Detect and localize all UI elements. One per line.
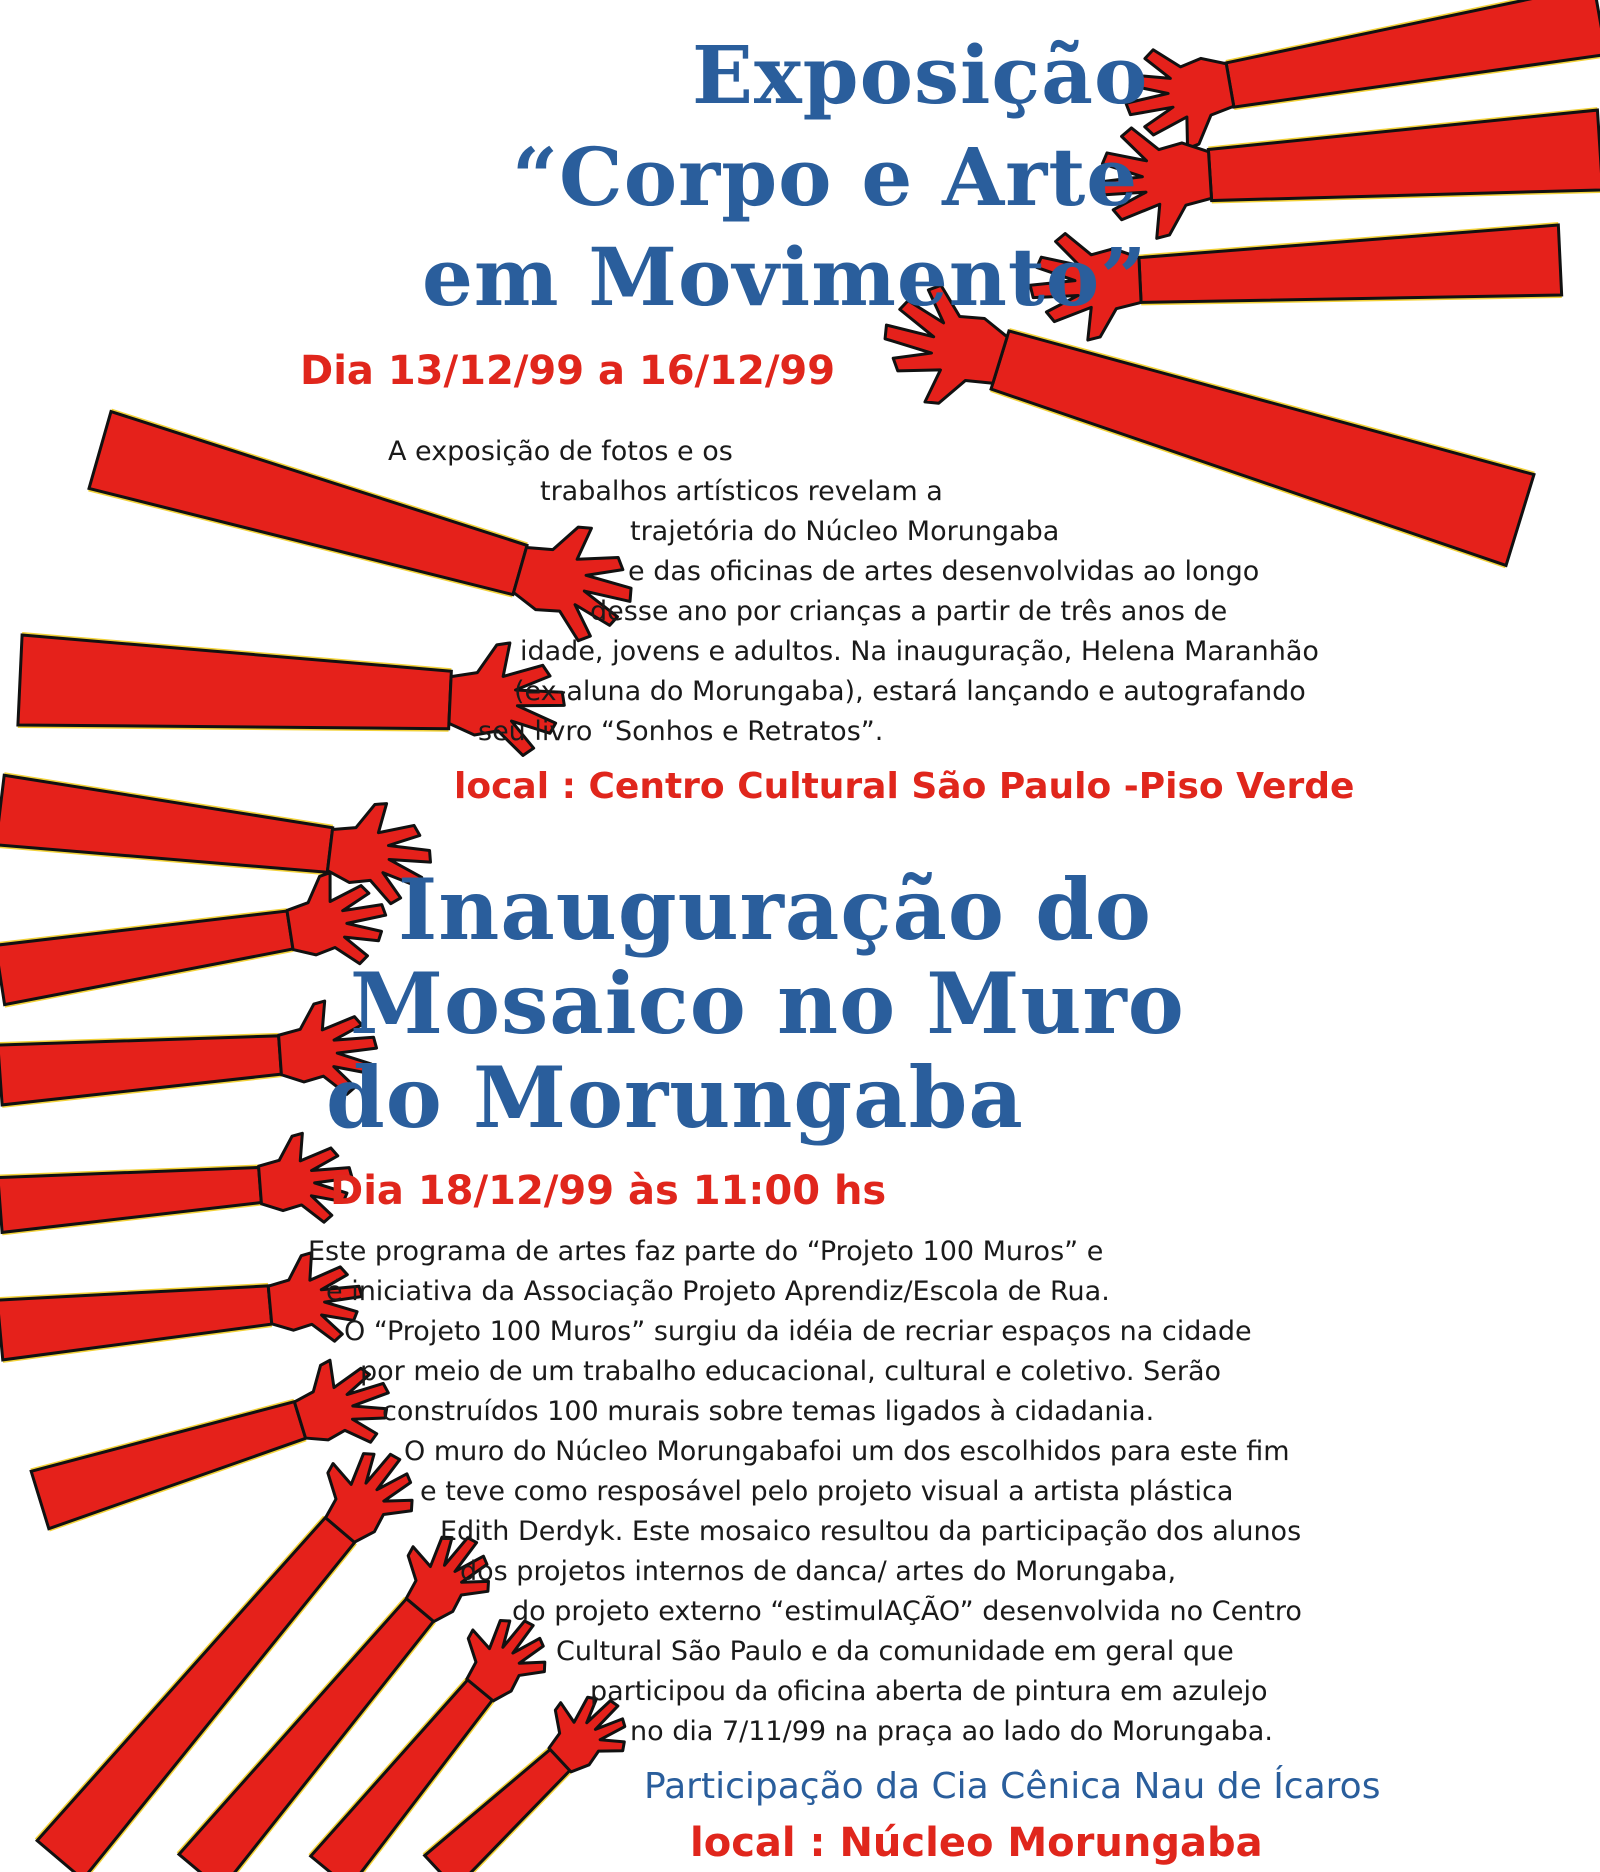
mosaico-body-line-9: dos projetos internos de danca/ artes do Morungaba, xyxy=(460,1556,1177,1587)
exposicao-body-line-4: e das oficinas de artes desenvolvidas ao longo xyxy=(628,556,1260,587)
exposicao-title-line-1: Exposição xyxy=(692,28,1149,122)
mosaico-body-line-10: do projeto externo “estimulAÇÃO” desenvolvida no Centro xyxy=(512,1596,1302,1627)
exposicao-date: Dia 13/12/99 a 16/12/99 xyxy=(300,348,836,394)
exposicao-body-line-6: idade, jovens e adultos. Na inauguração, Helena Maranhão xyxy=(520,636,1319,667)
exposicao-body-line-7: (ex-aluna do Morungaba), estará lançando e autografando xyxy=(514,676,1306,707)
exposicao-body-line-2: trabalhos artísticos revelam a xyxy=(540,476,943,507)
exposicao-description xyxy=(0,432,1319,752)
exposicao-local: local : Centro Cultural São Paulo -Piso Verde xyxy=(454,766,1355,807)
mosaico-body-line-2: é iniciativa da Associação Projeto Aprendiz/Escola de Rua. xyxy=(326,1276,1110,1307)
arm-left-3 xyxy=(0,757,437,907)
mosaico-body-line-12: participou da oficina aberta de pintura em azulejo xyxy=(590,1676,1268,1707)
mosaico-body-line-8: Edith Derdyk. Este mosaico resultou da participação dos alunos xyxy=(440,1516,1302,1547)
mosaico-body-line-4: por meio de um trabalho educacional, cultural e coletivo. Serão xyxy=(360,1356,1222,1387)
mosaico-description xyxy=(0,1232,1302,1752)
mosaico-body-line-6: O muro do Núcleo Morungabafoi um dos escolhidos para este fim xyxy=(404,1436,1290,1467)
mosaico-title-line-1: Inauguração do xyxy=(398,860,1152,959)
mosaico-body-line-1: Este programa de artes faz parte do “Projeto 100 Muros” e xyxy=(308,1236,1104,1267)
arm-left-6 xyxy=(0,1130,355,1247)
mosaico-body-line-7: e teve como resposável pelo projeto visual a artista plástica xyxy=(420,1476,1234,1507)
exposicao-body-line-5: desse ano por crianças a partir de três anos de xyxy=(590,596,1228,627)
mosaico-participacao: Participação da Cia Cênica Nau de Ícaros xyxy=(644,1766,1381,1807)
exposicao-body-line-8: seu livro “Sonhos e Retratos”. xyxy=(478,716,884,747)
exposicao-body-line-3: trajetória do Núcleo Morungaba xyxy=(630,516,1060,547)
exposicao-title-line-2: “Corpo e Arte xyxy=(512,130,1139,224)
mosaico-body-line-5: construídos 100 murais sobre temas ligados à cidadania. xyxy=(382,1396,1155,1427)
mosaico-body-line-11: Cultural São Paulo e da comunidade em geral que xyxy=(556,1636,1234,1667)
exposicao-body-line-1: A exposição de fotos e os xyxy=(388,436,733,467)
mosaico-body-line-3: O “Projeto 100 Muros” surgiu da idéia de recriar espaços na cidade xyxy=(344,1316,1252,1347)
mosaico-local: local : Núcleo Morungaba xyxy=(690,1820,1263,1866)
arm-left-5 xyxy=(0,998,380,1119)
arm-left-4 xyxy=(0,865,392,1018)
mosaico-body-line-13: no dia 7/11/99 na praça ao lado do Morungaba. xyxy=(630,1716,1273,1747)
mosaico-title-line-3: do Morungaba xyxy=(326,1048,1024,1147)
exposicao-title-line-3: em Movimento” xyxy=(422,230,1148,324)
mosaico-title-line-2: Mosaico no Muro xyxy=(350,954,1185,1053)
mosaico-date: Dia 18/12/99 às 11:00 hs xyxy=(330,1168,887,1214)
